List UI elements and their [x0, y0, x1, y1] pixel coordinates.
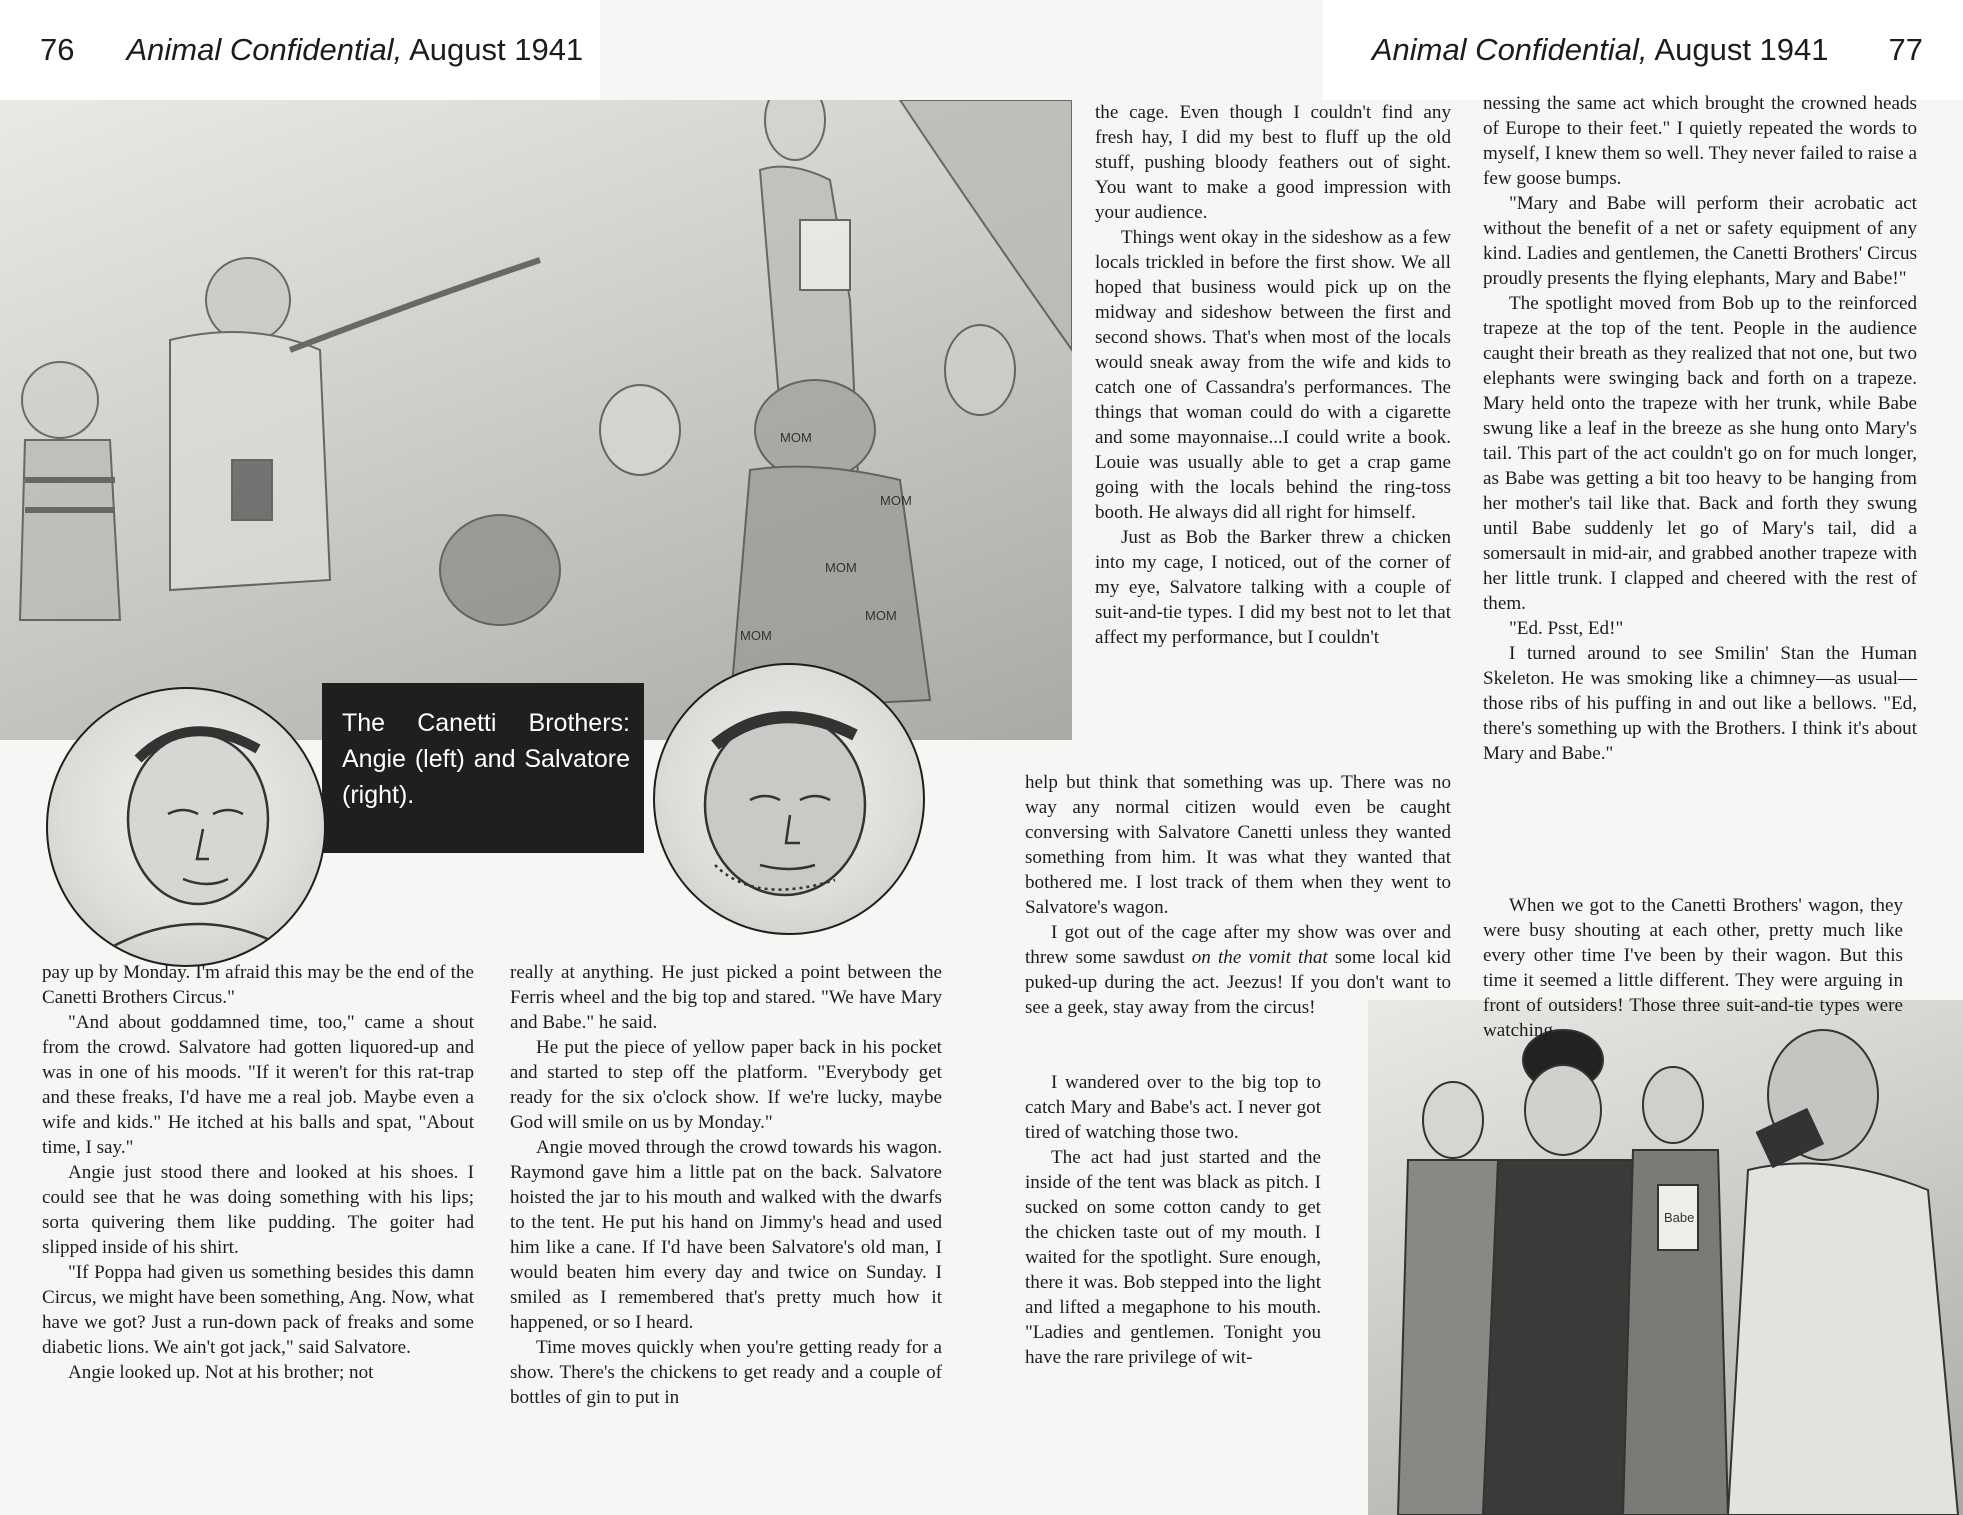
- tattoo-label: MOM: [740, 628, 772, 643]
- paragraph: Just as Bob the Barker threw a chicken into my cage, I noticed, out of the corner of my eye, Salvatore talking with a couple of suit-and-tie types. I did my best not to let that affect my performance, but I couldn't: [1095, 527, 1451, 648]
- paragraph: help but think that something was up. There was no way any normal citizen would even be caught conversing with Salvatore Canetti unless they wanted something from him. It was what they wanted that bothered me. I lost track of them when they went to Salvatore's wagon.: [1025, 772, 1451, 918]
- paragraph: Angie moved through the crowd towards his wagon. Raymond gave him a little pat on the back. Salvatore hoisted the jar to his mouth and walked with the dwarfs to the tent. He put his hand on Jimmy's head and used him like a cane. If I'd have been Salvatore's old man, I would beaten him every day and twice on Sunday. I smiled as I remembered that's pretty much how it happened, or so I heard.: [510, 1137, 942, 1333]
- text-column-2: [510, 960, 942, 1410]
- page-number-right: 77: [1888, 32, 1923, 67]
- text-column-3-lower: [1025, 1070, 1321, 1370]
- text-column-4-lower: [1483, 893, 1903, 1043]
- text-column-1: [42, 960, 474, 1385]
- paragraph: "If Poppa had given us something besides this damn Circus, we might have been something, Ang. Now, what have we got? Just a run-down pack of freaks and some diabetic lions. We ain't got jack," said Salvatore.: [42, 1262, 474, 1358]
- paragraph: "Ed. Psst, Ed!": [1509, 618, 1624, 639]
- portrait-salvatore: [653, 663, 925, 935]
- text-column-3-middle: [1025, 770, 1451, 1020]
- portrait-angie: [46, 687, 326, 967]
- tattoo-label: MOM: [825, 560, 857, 575]
- paragraph: the cage. Even though I couldn't find any fresh hay, I did my best to fluff up the old stuff, pushing bloody feathers out of sight. You want to make a good impression with your audience.: [1095, 102, 1451, 223]
- paragraph: Time moves quickly when you're getting ready for a show. There's the chickens to get ready and a couple of bottles of gin to put in: [510, 1337, 942, 1408]
- text-column-4-upper: [1483, 91, 1917, 766]
- paragraph: I wandered over to the big top to catch Mary and Babe's act. I never got tired of watching those two.: [1025, 1072, 1321, 1143]
- running-title-left: Animal Confidential, August 1941: [126, 32, 584, 67]
- paragraph: Angie just stood there and looked at his shoes. I could see that he was doing something with his lips; sorta quivering them like pudding. The goiter had slipped inside of his shirt.: [42, 1162, 474, 1258]
- page-number-left: 76: [40, 32, 75, 67]
- tattoo-label: MOM: [780, 430, 812, 445]
- paragraph: nessing the same act which brought the crowned heads of Europe to their feet." I quietly repeated the words to myself, I knew them so well. They never failed to raise a few goose bumps.: [1483, 93, 1917, 189]
- portrait-caption: The Canetti Brothers: Angie (left) and Salvatore (right).: [322, 683, 644, 853]
- paragraph: Things went okay in the sideshow as a few locals trickled in before the first show. We all hoped that business would pick up on the midway and sideshow between the first and second shows. That's when most of the locals would sneak away from the wife and kids to catch one of Cassandra's performances. The things that woman could do with a cigarette and some mayonnaise...I could write a book. Louie was usually able to get a crap game going with the locals behind the ring-toss booth. He always did all right for himself.: [1095, 227, 1451, 523]
- page-header-left: [0, 0, 600, 100]
- paragraph: "Mary and Babe will perform their acrobatic act without the benefit of a net or safety equipment of any kind. Ladies and gentlemen, the Canetti Brothers' Circus proudly presents the flying elephants, Mary and Babe!": [1483, 193, 1917, 289]
- tattoo-label: MOM: [880, 493, 912, 508]
- suit-and-tie-illustration: [1368, 1000, 1963, 1515]
- paragraph: The spotlight moved from Bob up to the reinforced trapeze at the top of the tent. People in the audience caught their breath as they realized that not one, but two elephants were swinging back and forth on a trapeze. Mary held onto the trapeze with her trunk, while Babe swung like a leaf in the breeze as she hung onto Mary's tail. This part of the act couldn't go on for much longer, as Babe was getting a bit too heavy to be hanging from her mother's tail like that. Back and forth they swung until Babe suddenly let go of Mary's tail, did a somersault in mid-air, and grabbed another trapeze with her little trunk. I clapped and cheered with the rest of them.: [1483, 293, 1917, 614]
- bottle-label: Babe: [1664, 1210, 1695, 1225]
- page-header-right: [1323, 0, 1963, 100]
- paragraph: He put the piece of yellow paper back in his pocket and started to step off the platform. "Everybody get ready for the six o'clock show. If we're lucky, maybe God will smile on us by Monday.": [510, 1037, 942, 1133]
- paragraph: When we got to the Canetti Brothers' wagon, they were busy shouting at each other, pretty much like every other time I've been by their wagon. But this time it seemed a little different. They were arguing in front of outsiders! Those three suit-and-tie types were watching: [1483, 895, 1903, 1041]
- running-title-right: Animal Confidential, August 1941: [1371, 32, 1829, 67]
- tattoo-label: MOM: [865, 608, 897, 623]
- paragraph: I turned around to see Smilin' Stan the Human Skeleton. He was smoking like a chimney—as usual—those ribs of his puffing in and out like a bellows. "Ed, there's something up with the Brothers. I think it's about Mary and Babe.": [1483, 643, 1917, 764]
- circus-crowd-illustration: [0, 100, 1072, 740]
- text-column-3-upper: [1095, 100, 1451, 650]
- paragraph: I got out of the cage after my show was over and threw some sawdust on the vomit that some local kid puked-up during the act. Jeezus! If you don't want to see a geek, stay away from the circus!: [1025, 922, 1451, 1018]
- paragraph: Angie looked up. Not at his brother; not: [68, 1362, 374, 1383]
- paragraph: pay up by Monday. I'm afraid this may be the end of the Canetti Brothers Circus.": [42, 962, 474, 1008]
- paragraph: really at anything. He just picked a point between the Ferris wheel and the big top and stared. "We have Mary and Babe." he said.: [510, 962, 942, 1033]
- paragraph: The act had just started and the inside of the tent was black as pitch. I sucked on some cotton candy to get the chicken taste out of my mouth. I waited for the spotlight. Sure enough, there it was. Bob stepped into the light and lifted a megaphone to his mouth. "Ladies and gentlemen. Tonight you have the rare privilege of wit-: [1025, 1147, 1321, 1368]
- paragraph: "And about goddamned time, too," came a shout from the crowd. Salvatore had gotten liquored-up and was in one of his moods. "If it weren't for this rat-trap and these freaks, I'd have me a real job. Maybe even a wife and kids." He itched at his balls and spat, "About time, I say.": [42, 1012, 474, 1158]
